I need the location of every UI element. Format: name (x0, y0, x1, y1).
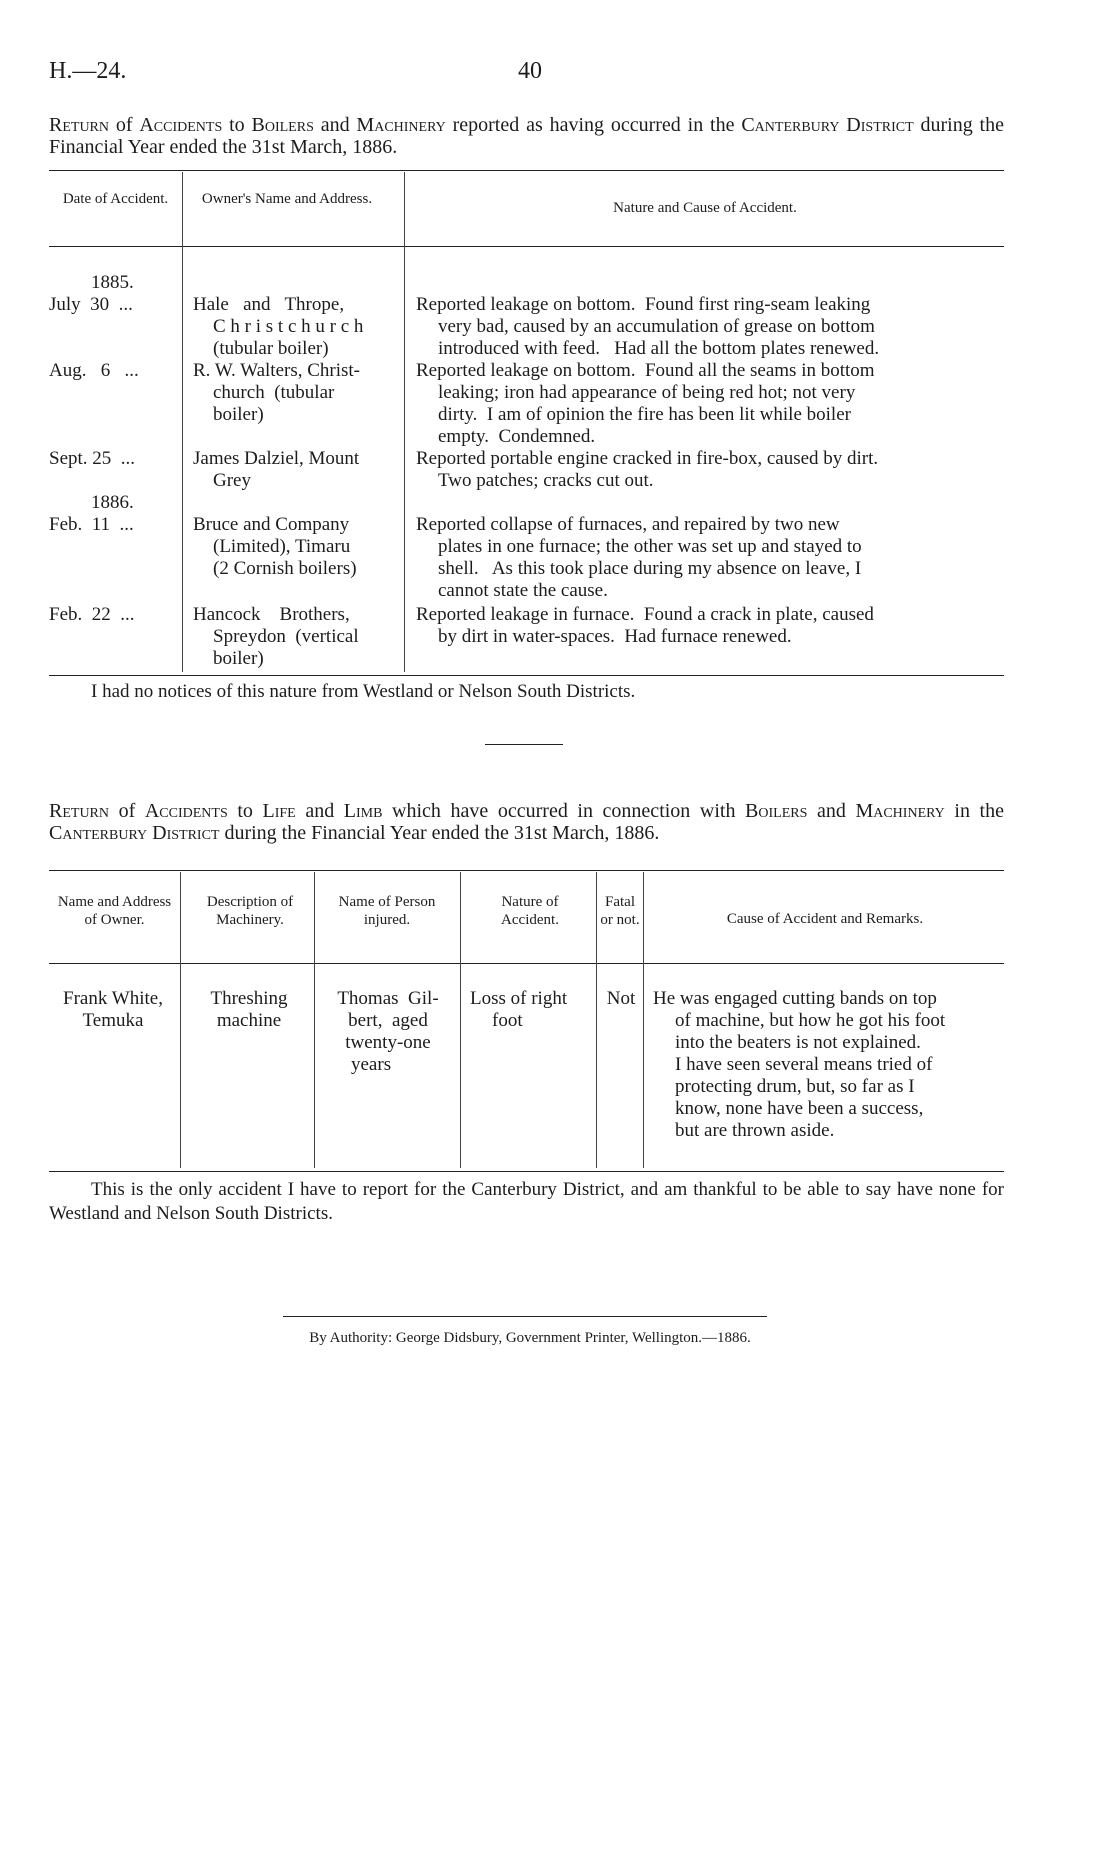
owner-name (193, 604, 396, 670)
injury-line: foot (492, 1010, 523, 1031)
accident-nature (416, 604, 1006, 648)
remarks-line: He was engaged cutting bands on top (653, 988, 937, 1009)
nature-line: Reported leakage on bottom. Found all the seams in bottom (416, 360, 875, 381)
t1-title-part: Machinery (356, 114, 446, 136)
t1-title-part: of (109, 114, 140, 136)
table1-top-rule (49, 170, 1004, 171)
owner-name (46, 988, 180, 1032)
t1-title-part: during the Financial Year ended the 31st March, 1886. (49, 114, 1004, 158)
owner-line: R. W. Walters, Christ- (193, 360, 361, 381)
section-separator (485, 744, 563, 745)
person-line: Thomas Gil- (337, 988, 439, 1009)
table2-col-divider (180, 872, 181, 1168)
table1-col-divider (404, 172, 405, 672)
table2-title (49, 800, 1004, 844)
printer-imprint: By Authority: George Didsbury, Government Printer, Wellington.—1886. (309, 1330, 751, 1346)
owner-line: (Limited), Timaru (213, 536, 351, 557)
nature-line: Reported collapse of furnaces, and repaired by two new (416, 514, 840, 535)
t2-title-part: and (295, 800, 344, 822)
owner-line: Bruce and Company (193, 514, 350, 535)
t1-title-part: Accidents (139, 114, 223, 136)
accident-remarks (653, 988, 1005, 1142)
table2-top-rule (49, 870, 1004, 871)
nature-line: Two patches; cracks cut out. (438, 470, 654, 491)
injury-nature (470, 988, 594, 1032)
t2-col-person: Name of Person injured. (338, 894, 436, 928)
owner-line: Hancock Brothers, (193, 604, 350, 625)
injury-line: Loss of right (470, 988, 568, 1009)
t1-title-part: to (222, 114, 252, 136)
owner-line: (2 Cornish boilers) (213, 558, 357, 579)
nature-line: very bad, caused by an accumulation of grease on bottom (438, 316, 875, 337)
accident-nature (416, 514, 1006, 602)
series-number: H.—24. (49, 58, 127, 84)
t2-title-part: Boilers (745, 800, 808, 822)
person-injured (322, 988, 454, 1076)
nature-line: empty. Condemned. (438, 426, 596, 447)
t2-title-part: Return (49, 800, 110, 822)
person-line: bert, aged (348, 1010, 428, 1031)
accident-date: Sept. 25 ... (49, 448, 136, 469)
owner-line: church (tubular (213, 382, 335, 403)
nature-line: introduced with feed. Had all the bottom plates renewed. (438, 338, 880, 359)
nature-line: Reported leakage in furnace. Found a crack in plate, caused (416, 604, 874, 625)
t2-col-remarks: Cause of Accident and Remarks. (726, 911, 924, 927)
owner-line: Grey (213, 470, 251, 491)
page-number: 40 (518, 58, 542, 84)
footer-rule (283, 1316, 767, 1317)
remarks-line: but are thrown aside. (675, 1120, 835, 1141)
t2-title-part: during the Financial Year ended the 31st March, 1886. (219, 822, 660, 844)
owner-name (193, 514, 396, 580)
remarks-line: into the beaters is not explained. (675, 1032, 921, 1053)
owner-line: boiler) (213, 404, 264, 425)
table2-bottom-rule (49, 1171, 1004, 1172)
table2-col-divider (460, 872, 461, 1168)
t2-col-fatal: Fatal or not. (600, 894, 640, 928)
remarks-line: protecting drum, but, so far as I (675, 1076, 915, 1097)
owner-name (193, 294, 396, 360)
nature-line: plates in one furnace; the other was set up and stayed to (438, 536, 862, 557)
nature-line: dirty. I am of opinion the fire has been lit while boiler (438, 404, 851, 425)
t2-title-part: Accidents (144, 800, 228, 822)
owner-name (193, 360, 396, 426)
owner-line: C h r i s t c h u r c h (213, 316, 364, 337)
person-line: years (351, 1054, 392, 1075)
accident-date: Feb. 22 ... (49, 604, 135, 625)
table1-header-rule (49, 246, 1004, 247)
nature-line: shell. As this took place during my absence on leave, I (438, 558, 862, 579)
nature-line: leaking; iron had appearance of being red hot; not very (438, 382, 856, 403)
t2-col-owner: Name and Address of Owner. (57, 894, 172, 928)
t2-col-machinery: Description of Machinery. (206, 894, 294, 928)
owner-line: (tubular boiler) (213, 338, 329, 359)
accident-nature (416, 294, 1006, 360)
t1-title-part: Boilers (251, 114, 314, 136)
table1-note: I had no notices of this nature from Westland or Nelson South Districts. (91, 681, 636, 702)
remarks-line: of machine, but how he got his foot (675, 1010, 946, 1031)
year-label: 1885. (91, 272, 134, 293)
t2-title-part: and (807, 800, 856, 822)
table2-header-rule (49, 963, 1004, 964)
t2-title-part: Canterbury District (49, 822, 220, 844)
owner-line: boiler) (213, 648, 264, 669)
remarks-line: know, none have been a success, (675, 1098, 924, 1119)
t1-title-part: and (313, 114, 357, 136)
t2-title-part: in the (944, 800, 1004, 822)
table2-col-divider (596, 872, 597, 1168)
t1-col-date: Date of Accident. (62, 191, 169, 207)
fatal-status: Not (606, 988, 636, 1009)
t1-col-nature: Nature and Cause of Accident. (613, 200, 797, 216)
owner-line: Frank White, (63, 988, 163, 1009)
accident-nature (416, 360, 1006, 448)
nature-line: Reported leakage on bottom. Found first ring-seam leaking (416, 294, 871, 315)
t1-title-part: Return (49, 114, 110, 136)
owner-line: Temuka (82, 1010, 144, 1031)
person-line: twenty-one (345, 1032, 431, 1053)
owner-line: James Dalziel, Mount (193, 448, 360, 469)
table1-title (49, 114, 1004, 158)
t2-title-part: to (227, 800, 263, 822)
machinery-line: Threshing (210, 988, 288, 1009)
year-label: 1886. (91, 492, 134, 513)
accident-date: Feb. 11 ... (49, 514, 134, 535)
owner-line: Spreydon (vertical (213, 626, 359, 647)
t2-title-part: which have occurred in connection with (382, 800, 746, 822)
table2-col-divider (643, 872, 644, 1168)
t2-title-part: Machinery (855, 800, 945, 822)
t1-title-part: reported as having occurred in the (445, 114, 742, 136)
t1-col-owner: Owner's Name and Address. (201, 191, 373, 207)
machinery-description (186, 988, 312, 1032)
accident-nature (416, 448, 1006, 492)
accident-date: Aug. 6 ... (49, 360, 139, 381)
t2-title-part: Limb (343, 800, 383, 822)
owner-name (193, 448, 396, 492)
owner-line: Hale and Thrope, (193, 294, 345, 315)
table1-col-divider (182, 172, 183, 672)
table2-col-divider (314, 872, 315, 1168)
remarks-line: I have seen several means tried of (675, 1054, 933, 1075)
machinery-line: machine (216, 1010, 282, 1031)
accident-date: July 30 ... (49, 294, 133, 315)
table2-note: This is the only accident I have to report for the Canterbury District, and am thankful to be able to say have none for Westland and Nelson South Districts. (49, 1179, 1004, 1224)
t1-title-part: Canterbury District (741, 114, 914, 136)
nature-line: cannot state the cause. (438, 580, 608, 601)
t2-title-part: Life (262, 800, 296, 822)
table1-bottom-rule (49, 675, 1004, 676)
nature-line: Reported portable engine cracked in fire-box, caused by dirt. (416, 448, 879, 469)
nature-line: by dirt in water-spaces. Had furnace renewed. (438, 626, 792, 647)
t2-col-nature: Nature of Accident. (501, 894, 559, 928)
t2-title-part: of (109, 800, 145, 822)
